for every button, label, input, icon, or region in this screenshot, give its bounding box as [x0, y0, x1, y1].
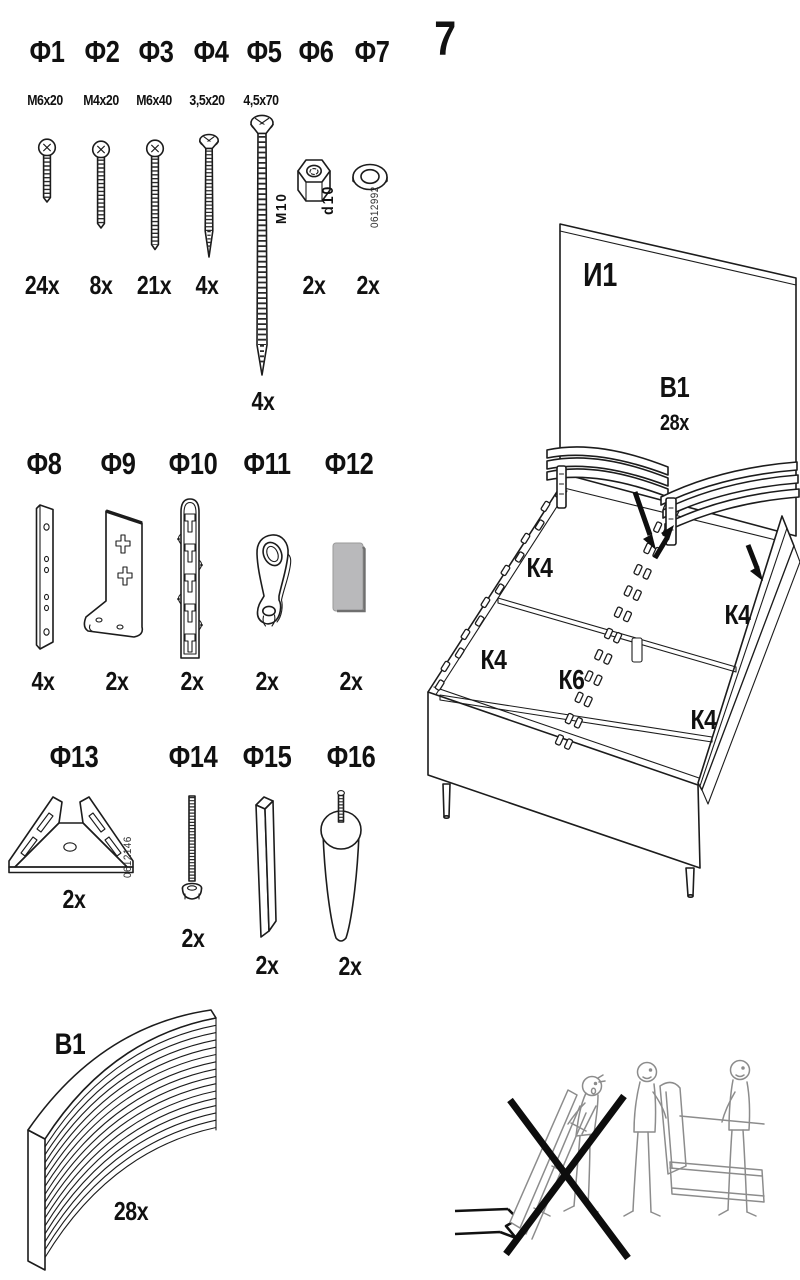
part-f15-label: Ф15	[242, 739, 292, 774]
bed-frame-diagram	[410, 190, 800, 965]
countersunk-screw-icon	[196, 133, 222, 263]
holder-label-k6: К6	[558, 664, 585, 695]
part-f12-count: 2x	[339, 666, 363, 696]
leveler-foot-icon	[176, 793, 208, 911]
part-f5-label: Ф5	[246, 34, 282, 69]
part-f6-spec: M10	[273, 192, 290, 224]
part-f3-label: Ф3	[138, 34, 174, 69]
slats-count: 28x	[660, 410, 689, 435]
part-f3-size: M6x40	[136, 92, 172, 109]
part-f13-label: Ф13	[49, 739, 99, 774]
part-f1-size: M6x20	[27, 92, 63, 109]
slat-layer-line	[45, 1128, 216, 1258]
part-f8-label: Ф8	[26, 446, 62, 481]
part-f11-count: 2x	[255, 666, 279, 696]
part-f10-count: 2x	[180, 666, 204, 696]
part-f4-label: Ф4	[193, 34, 229, 69]
holder-label-k4-3: К4	[480, 644, 507, 675]
part-f8-count: 4x	[31, 666, 55, 696]
slat-layer-line	[45, 1055, 216, 1179]
slat-layer-line	[45, 1120, 216, 1249]
slat-stack-label: В1	[54, 1028, 86, 1061]
part-f13-article: 0612146	[122, 836, 134, 878]
pan-head-screw-icon	[36, 138, 58, 208]
square-leg-icon	[246, 793, 282, 941]
pan-head-screw-icon	[90, 140, 112, 234]
part-f13-count: 2x	[62, 884, 86, 914]
part-f7-article: 0612992	[369, 186, 381, 228]
warning-illustration	[440, 1048, 790, 1273]
corner-bracket-icon	[6, 790, 136, 882]
headboard-label: И1	[583, 256, 617, 293]
part-f7-label: Ф7	[354, 34, 390, 69]
part-f2-label: Ф2	[84, 34, 120, 69]
part-f12-label: Ф12	[324, 446, 374, 481]
part-f16-label: Ф16	[326, 739, 376, 774]
part-f1-label: Ф1	[29, 34, 65, 69]
part-f7-spec: d10	[320, 184, 337, 215]
countersunk-screw-icon	[246, 113, 278, 383]
round-leg-icon	[318, 788, 364, 950]
slats-label: В1	[659, 372, 690, 404]
holder-label-k4-4: К4	[690, 704, 717, 735]
l-bracket-icon	[78, 505, 150, 640]
part-f6-label: Ф6	[298, 34, 334, 69]
part-f7-count: 2x	[356, 270, 380, 300]
pan-head-screw-icon	[144, 139, 166, 255]
part-f14-count: 2x	[181, 923, 205, 953]
part-f6-count: 2x	[302, 270, 326, 300]
part-f5-count: 4x	[251, 386, 275, 416]
part-f9-label: Ф9	[100, 446, 136, 481]
hook-plate-icon	[252, 530, 296, 638]
carried-bed	[660, 1082, 764, 1202]
part-f9-count: 2x	[105, 666, 129, 696]
part-f3-count: 21x	[136, 270, 172, 300]
part-f10-label: Ф10	[168, 446, 218, 481]
holder-label-k4-2: К4	[724, 599, 751, 630]
slat-stack-count: 28x	[113, 1196, 149, 1226]
part-f14-label: Ф14	[168, 739, 218, 774]
part-f4-size: 3,5x20	[189, 92, 225, 109]
part-f2-size: M4x20	[83, 92, 119, 109]
crossed-out-x-icon	[506, 1096, 628, 1258]
glide-pad-icon	[331, 541, 367, 617]
part-f4-count: 4x	[195, 270, 219, 300]
flat-bracket-icon	[30, 502, 60, 652]
part-f15-count: 2x	[255, 950, 279, 980]
slat-holder-rail-icon	[171, 496, 209, 666]
part-f5-size: 4,5x70	[243, 92, 279, 109]
part-f1-count: 24x	[24, 270, 60, 300]
part-f2-count: 8x	[89, 270, 113, 300]
part-f11-label: Ф11	[243, 446, 291, 481]
holder-label-k4-1: К4	[526, 552, 553, 583]
slat-layer-line	[45, 1047, 216, 1170]
part-f16-count: 2x	[338, 951, 362, 981]
page-number: 7	[434, 13, 456, 66]
